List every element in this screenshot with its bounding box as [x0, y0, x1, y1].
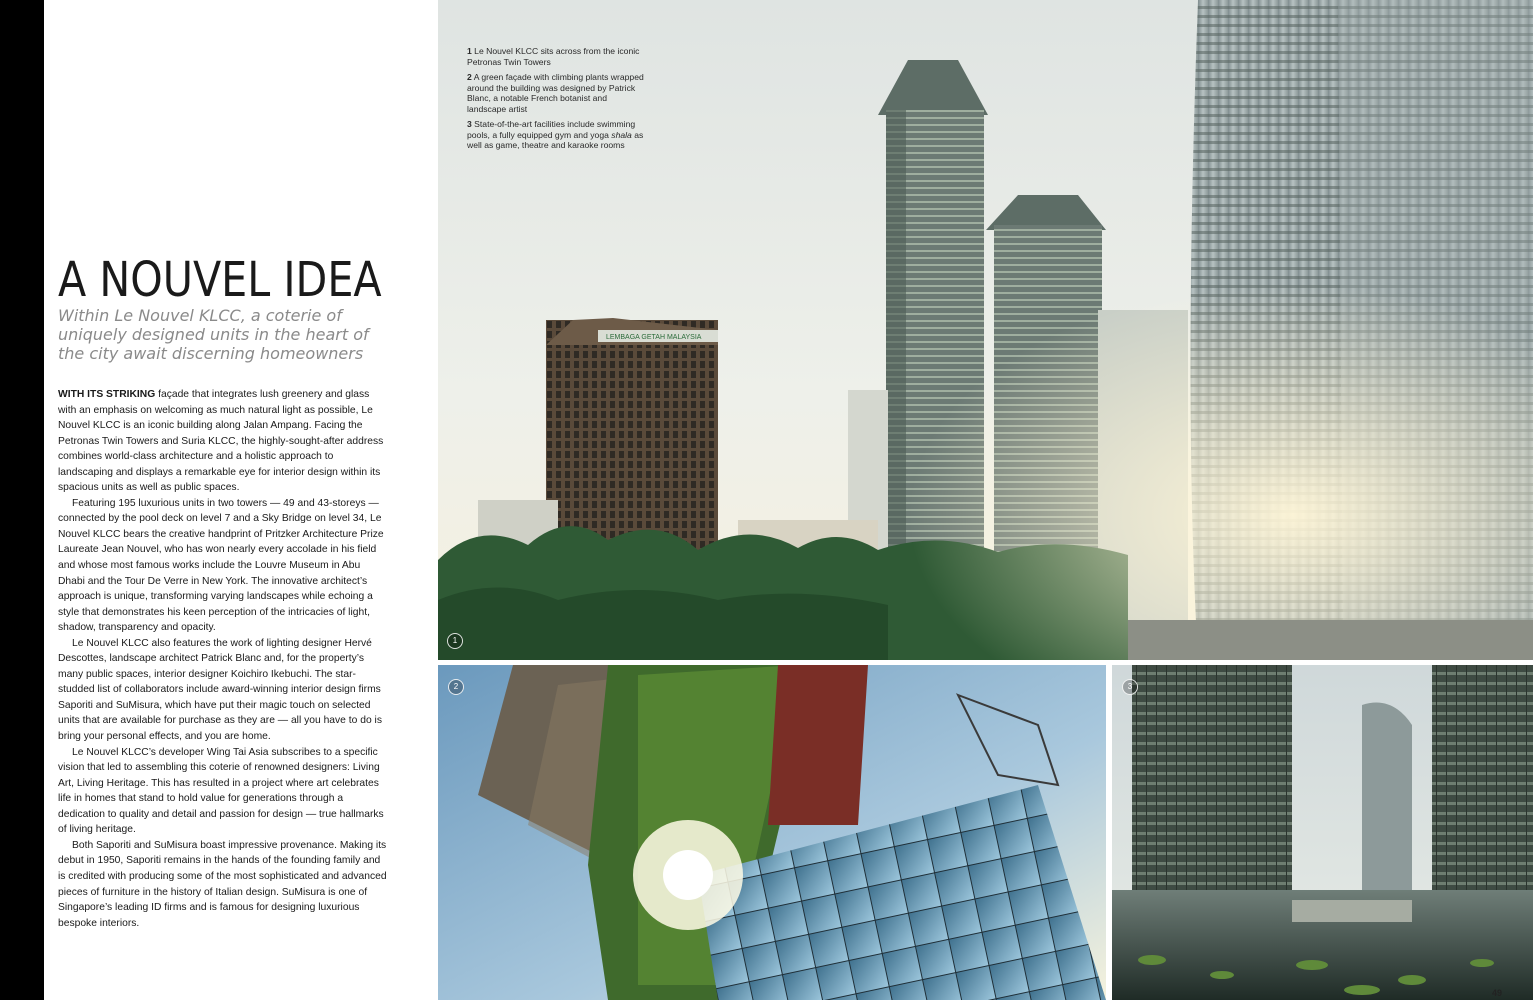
- page-number: 49: [1492, 988, 1503, 998]
- body-paragraph-2: Featuring 195 luxurious units in two towers — 49 and 43-storeys — connected by the pool deck on level 7 and a Sky Bridge on level 34, Le Nouvel KLCC bears the creative handprint of Pritzker Architecture Prize Laureate Jean Nouvel, who has won nearly every accolade in his field and whose most famous works include the Louvre Museum in Abu Dhabi and the Tour De Verre in New York. The innovative architect’s approach is unique, transforming varying landscapes while echoing a style that demonstrates his keen perception of the intricacies of light, shadow, transparency and opacity.: [58, 497, 384, 634]
- lead-in: WITH ITS STRIKING: [58, 389, 156, 400]
- article-title: A NOUVEL IDEA: [58, 252, 382, 308]
- article-body: [58, 387, 388, 931]
- photo-number-badge: 1: [447, 633, 463, 649]
- left-page: [44, 0, 438, 1000]
- caption-3: 3 State-of-the-art facilities include swimming pools, a fully equipped gym and yoga shala as well as game, theatre and karaoke rooms: [467, 119, 644, 150]
- article-subtitle: Within Le Nouvel KLCC, a coterie of uniquely designed units in the heart of the city await discerning homeowners: [58, 306, 369, 363]
- photo-captions: [467, 46, 647, 156]
- body-paragraph-3: Le Nouvel KLCC also features the work of lighting designer Hervé Descottes, landscape architect Patrick Blanc and, for the property’s many public spaces, interior designer Koichiro Ikebuchi. The star-studded list of collaborators include award-winning interior design firms Saporiti and SuMisura, which have put their magic touch on selected units that are available for purchase as they are — all you have to do is bring your personal effects, and you are home.: [58, 637, 382, 743]
- page-gutter-black: [0, 0, 44, 1000]
- caption-2: 2 A green façade with climbing plants wrapped around the building was designed by Patrick Blanc, a notable French botanist and landscape artist: [467, 72, 644, 114]
- body-paragraph-1: WITH ITS STRIKING façade that integrates lush greenery and glass with an emphasis on welcoming as much natural light as possible, Le Nouvel KLCC is an iconic building along Jalan Ampang. Facing the Petronas Twin Towers and Suria KLCC, the highly-sought-after address combines world-class architecture and a holistic approach to landscaping and displays a remarkable eye for interior design within its spacious units as well as public spaces.: [58, 389, 384, 494]
- body-paragraph-4: Le Nouvel KLCC’s developer Wing Tai Asia subscribes to a specific vision that led to assembling this coterie of renowned designers: Living Art, Living Heritage. This has resulted in a project where art celebrates life in homes that stand to hold value for generations through a dedication to quality and detail and passion for design — true hallmarks of living heritage.: [58, 746, 384, 836]
- photo-green-facade: [438, 665, 1106, 1000]
- photo-number-badge: 3: [1122, 679, 1138, 695]
- body-paragraph-5: Both Saporiti and SuMisura boast impressive provenance. Making its debut in 1950, Saporiti remains in the hands of the founding family and is credited with producing some of the most sophisticated and advanced pieces of furniture in the history of Italian design. SuMisura is one of Singapore’s leading ID firms and is famous for designing luxurious bespoke interiors.: [58, 839, 387, 929]
- photo-pool-facilities: [1112, 665, 1533, 1000]
- photo-number-badge: 2: [448, 679, 464, 695]
- caption-1: 1 Le Nouvel KLCC sits across from the iconic Petronas Twin Towers: [467, 46, 640, 67]
